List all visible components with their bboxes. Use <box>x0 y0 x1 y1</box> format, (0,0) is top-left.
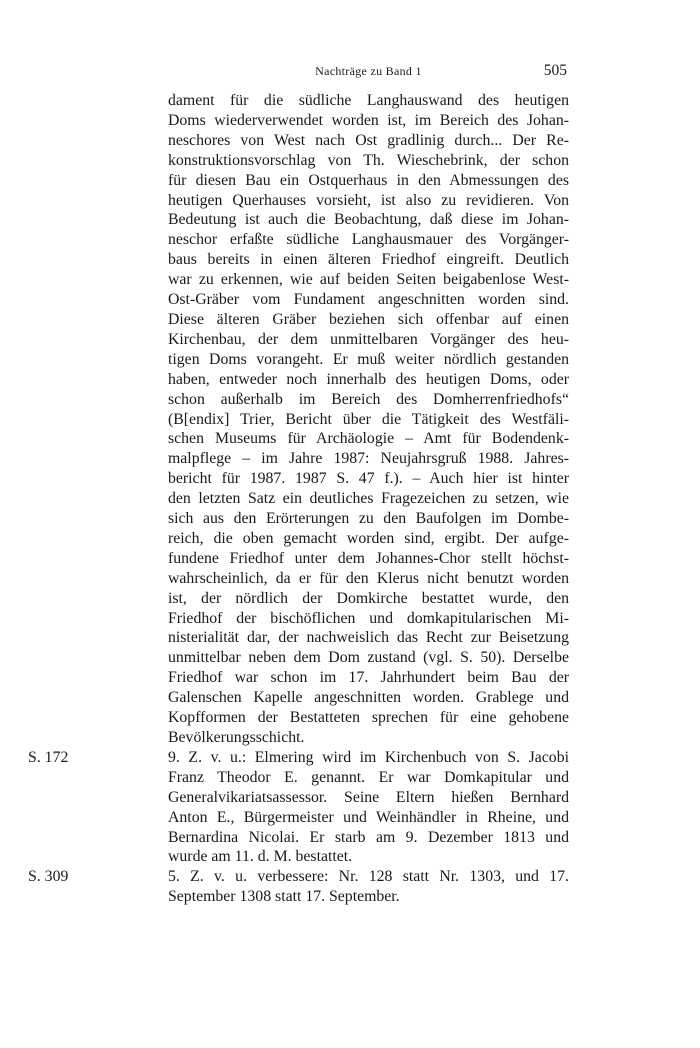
text-line: schon außerhalb im Bereich des Domherrenfriedhofs“ <box>168 390 569 408</box>
text-line: tigen Doms vorangeht. Er muß weiter nördlich gestanden <box>168 350 569 368</box>
page-number: 505 <box>543 62 567 79</box>
text-line: bericht für 1987. 1987 S. 47 f.). – Auch hier ist hinter <box>168 470 569 488</box>
text-line: September 1308 statt 17. September. <box>168 888 400 906</box>
addendum-entry-s309 <box>28 867 569 907</box>
text-line: haben, entweder noch innerhalb des heutigen Doms, oder <box>168 370 569 388</box>
text-line: neschor erfaßte südliche Langhausmauer des Vorgänger- <box>168 231 569 249</box>
text-line: unmittelbar neben dem Dom zustand (vgl. S. 50). Derselbe <box>168 649 569 667</box>
text-line: für diesen Bau ein Ostquerhaus in den Abmessungen des <box>168 171 569 189</box>
addendum-entry-s172 <box>28 748 569 867</box>
text-line: Diese älteren Gräber beziehen sich offenbar auf einen <box>168 310 569 328</box>
text-line: wurde am 11. d. M. bestattet. <box>168 848 353 866</box>
text-line: Bernardina Nicolai. Er starb am 9. Dezember 1813 und <box>168 828 569 846</box>
text-line: Generalvikariatsassessor. Seine Eltern hießen Bernhard <box>168 788 569 806</box>
text-line: malpflege – im Jahre 1987: Neujahrsgruß 1988. Jahres- <box>168 450 569 468</box>
main-paragraph <box>168 91 569 748</box>
text-line: neschores von West nach Ost gradlinig durch... Der Re- <box>168 131 569 149</box>
text-line: 9. Z. v. u.: Elmering wird im Kirchenbuch von S. Jacobi <box>168 748 569 766</box>
text-line: Friedhof der bischöflichen und domkapitularischen Mi- <box>168 609 569 627</box>
text-line: Kirchenbau, der dem unmittelbaren Vorgänger des heu- <box>168 330 569 348</box>
text-line: war zu erkennen, wie auf beiden Seiten beigabenlose West- <box>168 271 569 289</box>
text-line: Franz Theodor E. genannt. Er war Domkapitular und <box>168 768 569 786</box>
body-text <box>28 91 569 907</box>
text-line: Bedeutung ist auch die Beobachtung, daß diese im Johan- <box>168 211 569 229</box>
text-line: sich aus den Erörterungen zu den Baufolgen im Dombe- <box>168 510 569 528</box>
text-line: ist, der nördlich der Domkirche bestattet wurde, den <box>168 589 569 607</box>
text-line: wahrscheinlich, da er für den Klerus nicht benutzt worden <box>168 569 569 587</box>
text-line: Kopfformen der Bestatteten sprechen für eine gehobene <box>168 709 569 727</box>
page-reference: S. 309 <box>28 868 69 886</box>
text-line: heutigen Querhauses vorsieht, ist also zu revidieren. Von <box>168 191 569 209</box>
text-line: dament für die südliche Langhauswand des heutigen <box>168 92 569 109</box>
text-line: fundene Friedhof unter dem Johannes-Chor stellt höchst- <box>168 549 569 567</box>
page-reference: S. 172 <box>28 748 69 766</box>
text-line: Ost-Gräber vom Fundament angeschnitten worden sind. <box>168 291 569 309</box>
text-line: Anton E., Bürgermeister und Weinhändler in Rheine, und <box>168 808 569 826</box>
text-line: reich, die oben gemacht worden sind, ergibt. Der aufge- <box>168 529 569 547</box>
text-line: Doms wiederverwendet worden ist, im Bereich des Johan- <box>168 111 569 129</box>
text-line: Bevölkerungsschicht. <box>168 729 305 746</box>
text-line: 5. Z. v. u. verbessere: Nr. 128 statt Nr. 1303, und 17. <box>168 868 569 886</box>
text-line: baus bereits in einen älteren Friedhof eingreift. Deutlich <box>168 251 569 269</box>
text-line: nisterialität dar, der nachweislich das Recht zur Beisetzung <box>168 629 569 647</box>
text-line: Galenschen Kapelle angeschnitten worden. Grablege und <box>168 689 569 707</box>
running-title: Nachträge zu Band 1 <box>315 64 422 78</box>
text-line: schen Museums für Archäologie – Amt für Bodendenk- <box>168 430 569 448</box>
text-line: (B[endix] Trier, Bericht über die Tätigkeit des Westfäli- <box>168 410 569 428</box>
text-line: konstruktionsvorschlag von Th. Wieschebrink, der schon <box>168 151 569 169</box>
text-line: Friedhof war schon im 17. Jahrhundert beim Bau der <box>168 669 569 687</box>
text-line: den letzten Satz ein deutliches Fragezeichen zu setzen, wie <box>168 490 569 508</box>
running-head <box>168 60 569 82</box>
